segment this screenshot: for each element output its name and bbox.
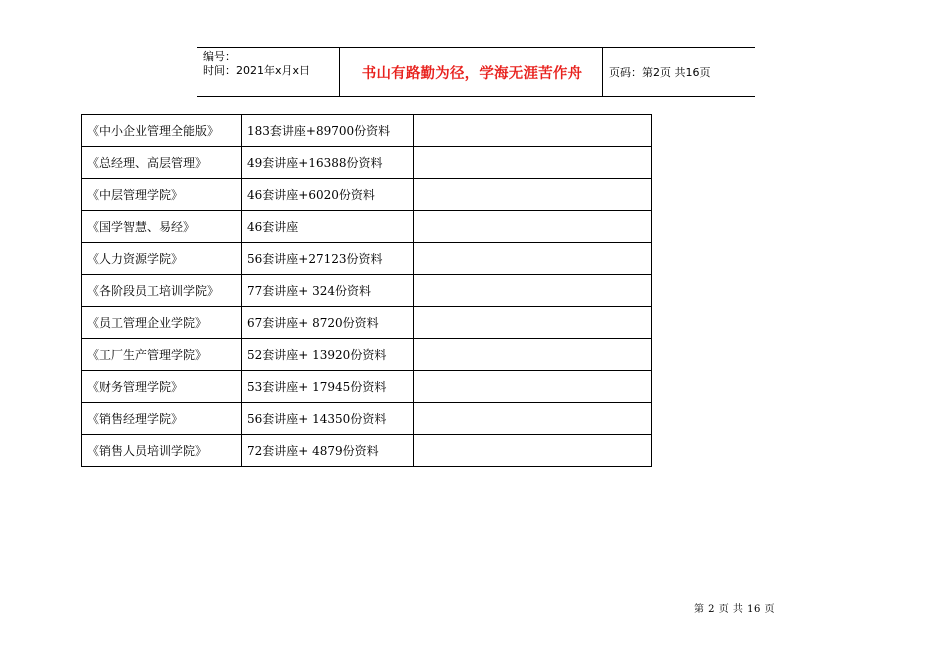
table-row (82, 211, 652, 243)
course-name-cell: 《总经理、高层管理》 (82, 147, 242, 179)
course-name-cell: 《各阶段员工培训学院》 (82, 275, 242, 307)
course-name-cell: 《中层管理学院》 (82, 179, 242, 211)
header-page-info: 页码：第2页 共16页 (609, 66, 711, 79)
course-note-cell (414, 211, 652, 243)
header-motto: 书山有路勤为径，学海无涯苦作舟 (361, 65, 583, 82)
table-row (82, 115, 652, 147)
course-note-cell (414, 115, 652, 147)
footer-page-number: 第 2 页 共 16 页 (694, 604, 775, 615)
course-note-cell (414, 371, 652, 403)
course-content-cell: 56套讲座+ 14350份资料 (242, 403, 414, 435)
table-row (82, 243, 652, 275)
course-name-cell: 《财务管理学院》 (82, 371, 242, 403)
course-content-cell: 53套讲座+ 17945份资料 (242, 371, 414, 403)
course-content-cell: 67套讲座+ 8720份资料 (242, 307, 414, 339)
table-row (82, 371, 652, 403)
course-name-cell: 《人力资源学院》 (82, 243, 242, 275)
course-content-cell: 49套讲座+16388份资料 (242, 147, 414, 179)
course-name-cell: 《销售人员培训学院》 (82, 435, 242, 467)
table-row (82, 275, 652, 307)
course-content-cell: 72套讲座+ 4879份资料 (242, 435, 414, 467)
course-content-cell: 56套讲座+27123份资料 (242, 243, 414, 275)
course-note-cell (414, 243, 652, 275)
course-note-cell (414, 307, 652, 339)
header-divider-left (339, 47, 340, 97)
course-content-cell: 46套讲座 (242, 211, 414, 243)
course-note-cell (414, 339, 652, 371)
table-row (82, 403, 652, 435)
course-note-cell (414, 179, 652, 211)
course-note-cell (414, 147, 652, 179)
table-row (82, 307, 652, 339)
course-name-cell: 《中小企业管理全能版》 (82, 115, 242, 147)
course-table (81, 114, 652, 467)
course-content-cell: 77套讲座+ 324份资料 (242, 275, 414, 307)
time-label: 时间：2021年x月x日 (203, 64, 311, 77)
course-content-cell: 52套讲座+ 13920份资料 (242, 339, 414, 371)
table-row (82, 435, 652, 467)
course-table-body (82, 115, 652, 467)
table-row (82, 179, 652, 211)
table-row (82, 147, 652, 179)
header-meta (203, 50, 338, 78)
header-divider-right (602, 47, 603, 97)
course-name-cell: 《工厂生产管理学院》 (82, 339, 242, 371)
course-note-cell (414, 435, 652, 467)
table-row (82, 339, 652, 371)
course-note-cell (414, 403, 652, 435)
course-note-cell (414, 275, 652, 307)
course-content-cell: 183套讲座+89700份资料 (242, 115, 414, 147)
course-name-cell: 《销售经理学院》 (82, 403, 242, 435)
course-name-cell: 《员工管理企业学院》 (82, 307, 242, 339)
serial-label: 编号： (203, 50, 236, 63)
course-content-cell: 46套讲座+6020份资料 (242, 179, 414, 211)
course-name-cell: 《国学智慧、易经》 (82, 211, 242, 243)
